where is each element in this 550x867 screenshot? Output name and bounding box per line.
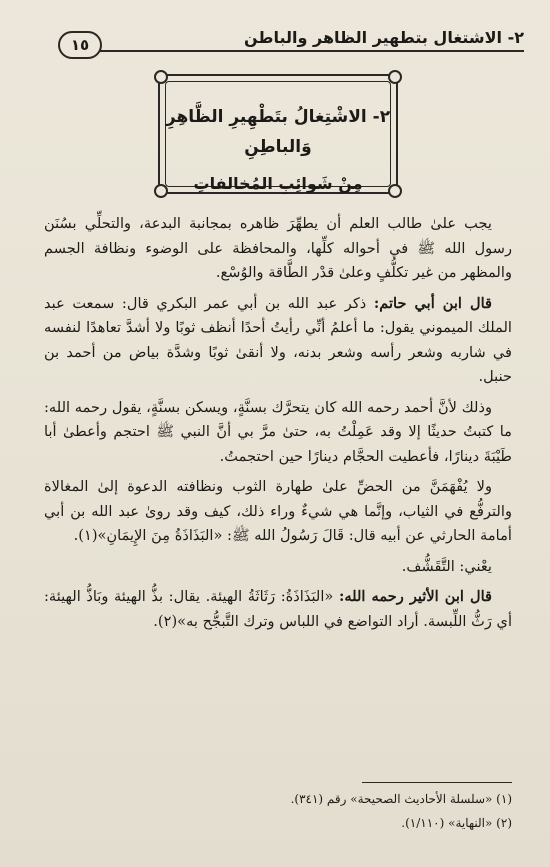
paragraph: قال ابن الأثير رحمه الله: «البَذَاذَةُ: رَثَاثَةُ الهيئة. يقال: بذُّ الهيئة وبَاذُّ الهيئة: أي رَثُّ اللِّبسة. أراد التواضع في اللباس وترك التَّبجُّح به»(٢). (44, 588, 512, 630)
footnotes (44, 782, 512, 835)
section-title (160, 102, 396, 200)
frame-corner-ornament-icon (388, 70, 402, 84)
paragraph: قال ابن أبي حاتم: ذكر عبد الله بن أبي عمر البكري قال: سمعت عبد الملك الميموني يقول: ما أعلمُ أنِّي رأيتُ أحدًا أنظف ثوبًا ولا أشدَّ تعاهدًا لنفسه في شاربه وشعر رأسه وشعر بدنه، ولا أنقىٰ ثوبًا وشدَّة بياض من أحمد بن حنبل. (44, 294, 512, 385)
footnote: (٢) «النهاية» (١/١١٠). (401, 816, 512, 830)
paragraph: ولا يُفْهَمَنَّ من الحضِّ علىٰ طهارة الثوب ونظافته الدعوة إلىٰ المغالاة والترفُّع في الثياب، وإنَّما هي شيءٌ وراء ذلك، كيف وقد روىٰ عبد الله بن أبي أمامة الحارثي عن أبيه قال: قَالَ رَسُولُ الله ﷺ: «البَذَاذَةُ مِنَ الإِيمَانِ»(١). (44, 478, 512, 544)
section-title-line2: مِنْ شَوائِبِ المُخالفاتِ (193, 174, 363, 193)
page-number-badge (58, 31, 102, 59)
paragraph: يعْني: التَّقَشُّف. (401, 557, 492, 575)
paragraph: يجب علىٰ طالب العلم أن يطهِّرَ ظاهره بمجانبة البدعة، والتحلِّي بسُنَن رسول الله ﷺ في أحواله كلِّها، والمحافظة على الوضوء ونظافة الجسم والمظهر من غير تكلُّفٍ وعلىٰ قدْر الطَّاقة والوُسْع. (44, 215, 512, 281)
running-header (60, 26, 524, 60)
body-text (44, 212, 512, 634)
frame-corner-ornament-icon (154, 70, 168, 84)
section-title-frame (158, 74, 398, 194)
page-number: ١٥ (70, 36, 90, 54)
paragraph-lead: قال ابن أبي حاتم: (373, 294, 493, 312)
footnote-rule (362, 782, 512, 783)
paragraph-lead: قال ابن الأثير رحمه الله: (338, 588, 492, 605)
footnote: (١) «سلسلة الأحاديث الصحيحة» رقم (٣٤١). (290, 792, 512, 806)
running-title: ٢- الاشتغال بتطهير الظاهر والباطن (243, 28, 524, 47)
section-title-line1: ٢- الاشْتِغالُ بتَطْهِيرِ الظَّاهِرِ وَالباطِنِ (165, 107, 391, 157)
paragraph: وذلك لأنَّ أحمد رحمه الله كان يتحرَّك بسنَّةٍ، ويسكن بسنَّةٍ، يقول رحمه الله: ما كتبتُ حديثًا إلا وقد عَمِلْتُ به، حتىٰ مرَّ بي أنَّ النبي ﷺ احتجم وأعطىٰ أبا طَيْبَةَ دينارًا، فأعطيت الحجَّام دينارًا حين احتجمتُ. (44, 398, 512, 465)
header-rule (100, 50, 524, 52)
